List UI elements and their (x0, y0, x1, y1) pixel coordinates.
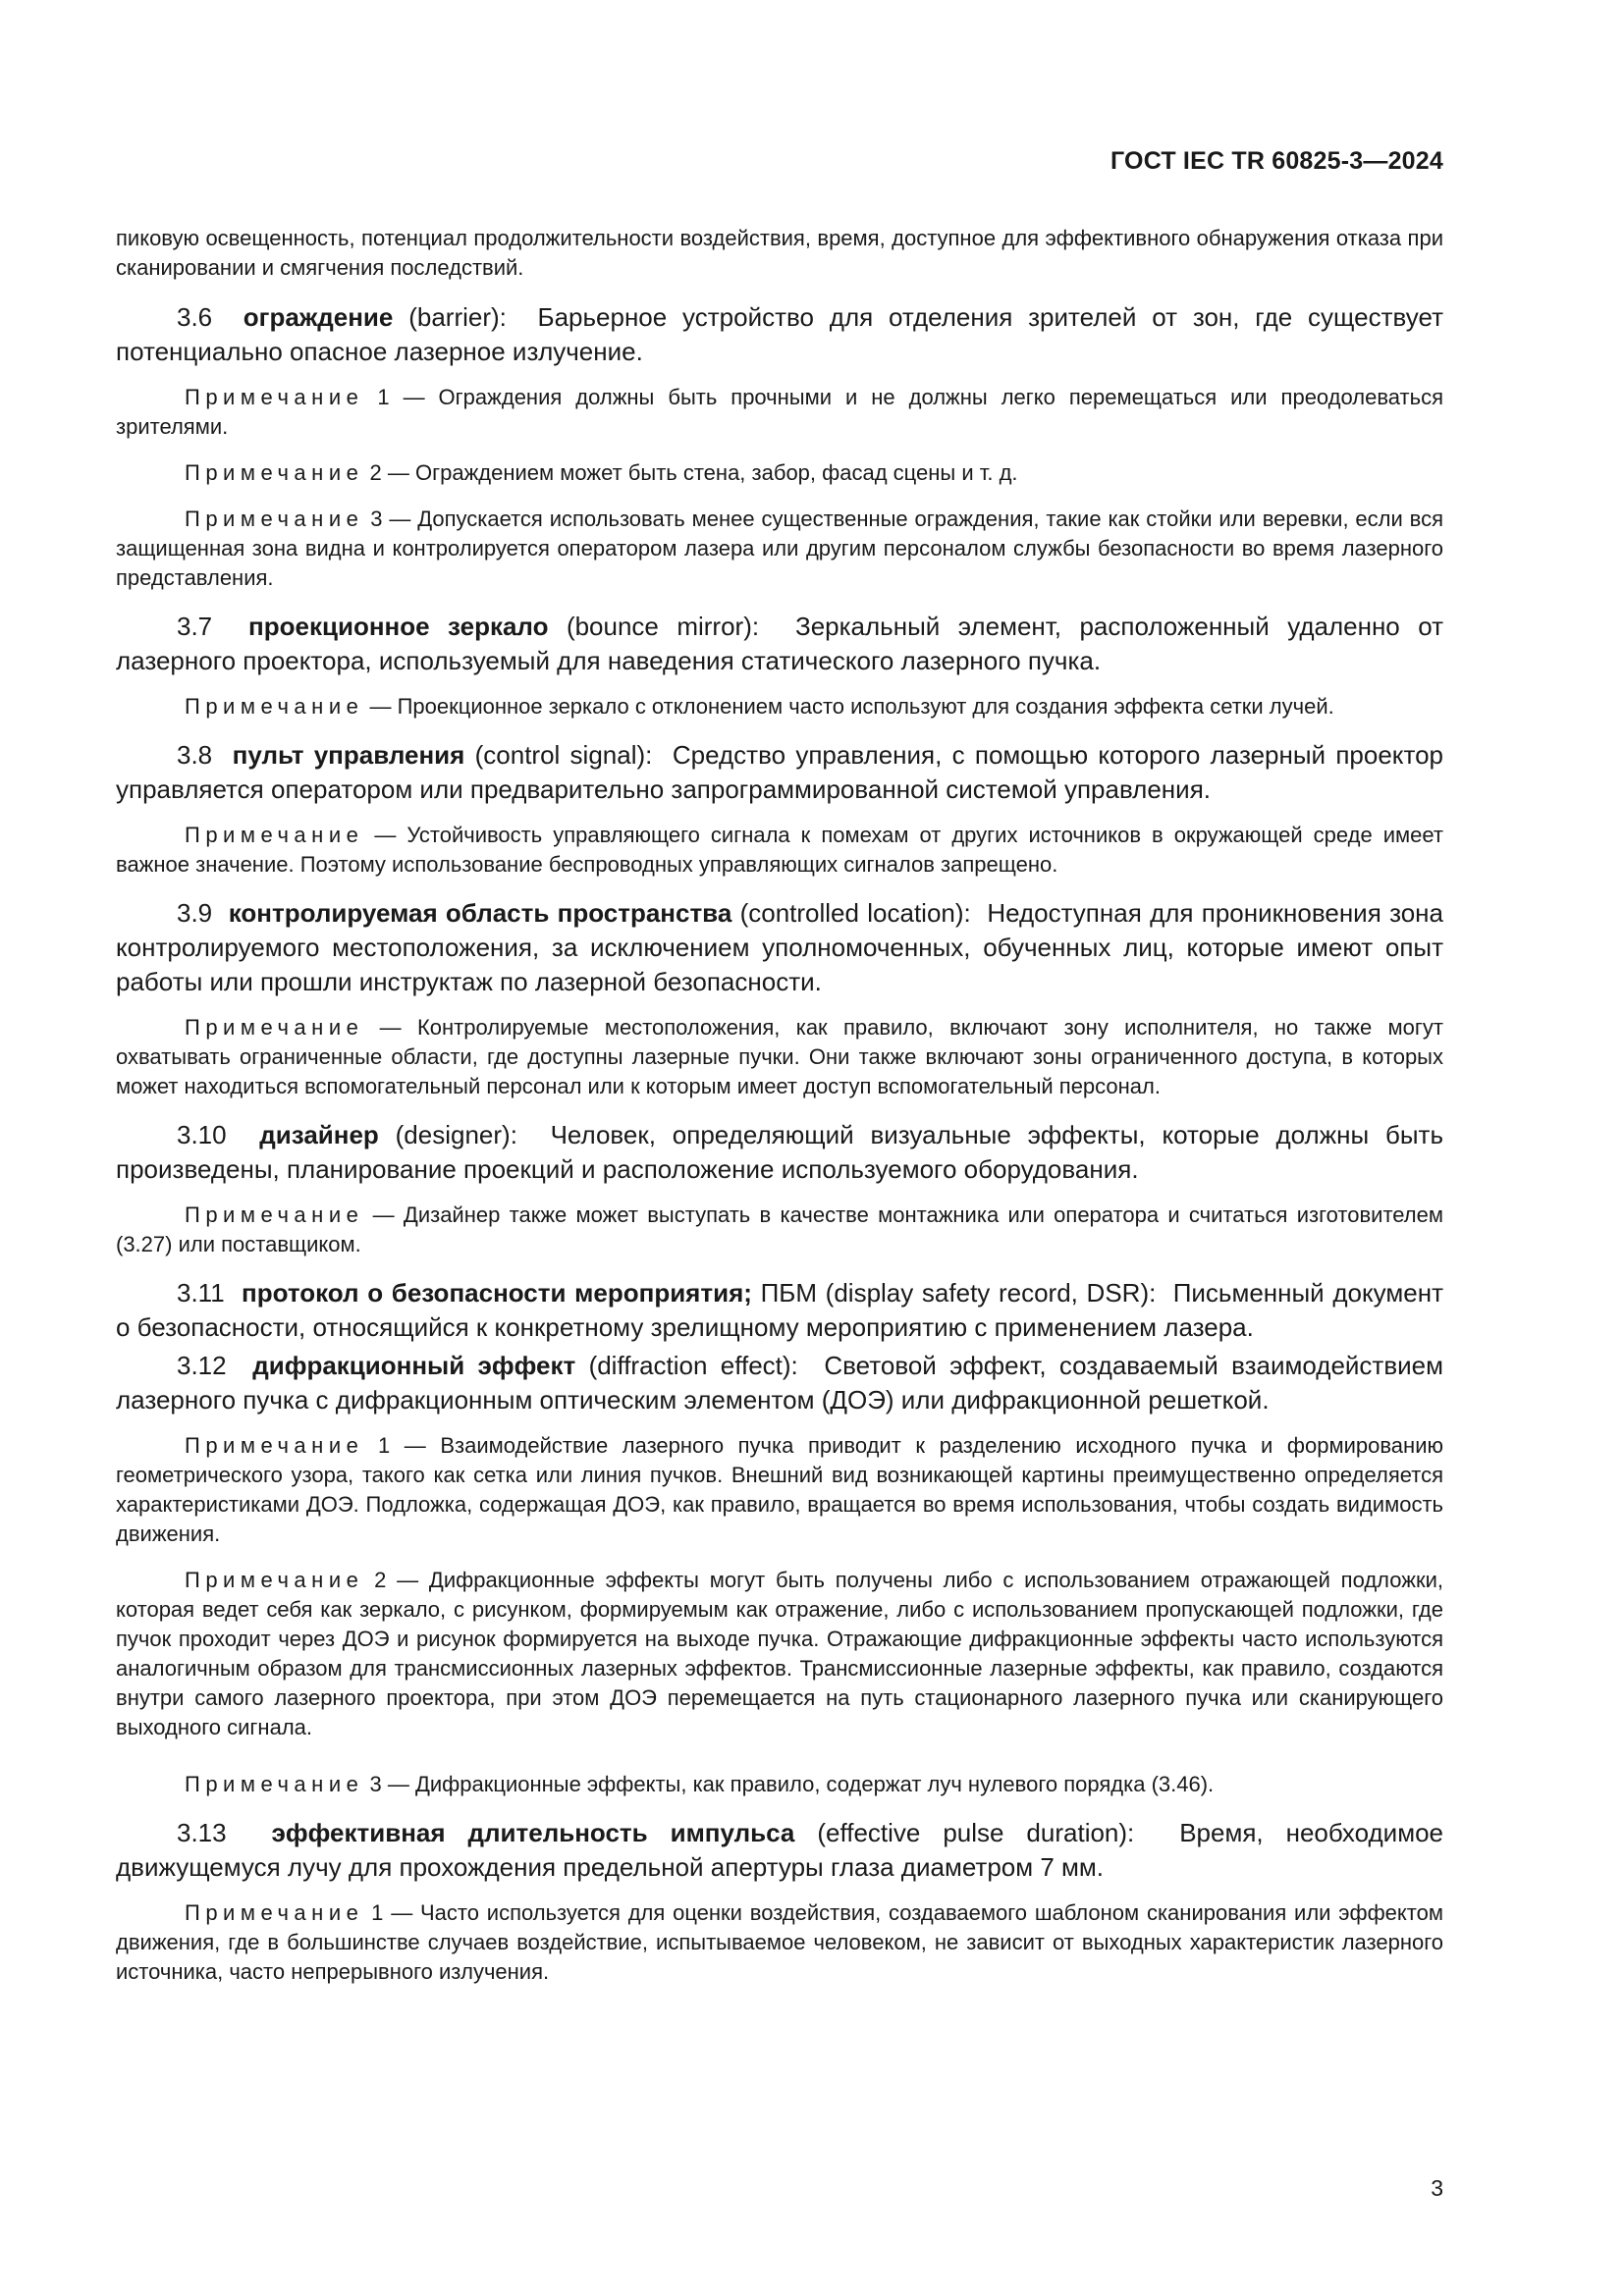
note-text: — Дифракционные эффекты могут быть получены либо с использованием отражающей подложки, которая ведет себя как зеркало, с рисунком, формируемым как отражение, либо с использованием пропускающей подложки, где пучок проходит через ДОЭ и рисунок формируется на выходе пучка. Отражающие дифракционные эффекты часто используются аналогичным образом для трансмиссионных лазерных эффектов. Трансмиссионные лазерные эффекты, как правило, создаются внутри самого лазерного проектора, при этом ДОЭ перемещается на путь стационарного лазерного пучка или сканирующего выходного сигнала. (116, 1568, 1443, 1739)
note-3-12-3 (116, 1770, 1443, 1799)
term-definition: Средство управления, с помощью которого лазерный проектор управляется оператором или предварительно запрограммированной системой управления. (116, 740, 1443, 804)
note-text: — Ограждением может быть стена, забор, фасад сцены и т. д. (387, 460, 1018, 485)
term-definition: Человек, определяющий визуальные эффекты, которые должны быть произведены, планирование проекций и расположение используемого оборудования. (116, 1120, 1444, 1184)
note-3-12-2 (116, 1566, 1443, 1742)
note-label: Примечание (185, 694, 364, 719)
note-3-13-1 (116, 1898, 1443, 1987)
term-number: 3.8 (177, 740, 213, 770)
term-3-6 (116, 300, 1443, 369)
term-number: 3.6 (177, 302, 213, 332)
term-english: (display safety record, DSR): (825, 1278, 1157, 1308)
note-label: Примечание (185, 1568, 364, 1592)
note-text: — Устойчивость управляющего сигнала к помехам от других источников в окружающей среде имеет важное значение. Поэтому использование беспроводных управляющих сигналов запрещено. (116, 823, 1443, 877)
lead-paragraph: пиковую освещенность, потенциал продолжительности воздействия, время, доступное для эффективного обнаружения отказа при сканировании и смягчения последствий. (116, 226, 1443, 280)
note-number: 1 (377, 1433, 391, 1458)
note-label: Примечание (185, 1202, 364, 1227)
term-english: (controlled location): (739, 898, 971, 928)
term-number: 3.13 (177, 1818, 227, 1847)
term-3-12 (116, 1349, 1443, 1417)
note-3-9 (116, 1013, 1443, 1101)
term-abbreviation: ПБМ (760, 1278, 817, 1308)
standard-header: ГОСТ IEC TR 60825-3—2024 (1110, 147, 1443, 175)
note-number: 2 (369, 460, 382, 485)
note-number: 2 (374, 1568, 387, 1592)
term-definition: Зеркальный элемент, расположенный удаленно от лазерного проектора, используемый для наведения статического лазерного пучка. (116, 612, 1444, 675)
term-definition: Световой эффект, создаваемый взаимодействием лазерного пучка с дифракционным оптическим элементом (ДОЭ) или дифракционной решеткой. (116, 1351, 1444, 1415)
term-english: (barrier): (408, 302, 507, 332)
note-text: — Взаимодействие лазерного пучка приводит к разделению исходного пучка и формированию геометрического узора, такого как сетка или линия пучков. Внешний вид возникающей картины преимущественно определяется характеристиками ДОЭ. Подложка, содержащая ДОЭ, как правило, вращается во время использования, чтобы создать видимость движения. (116, 1433, 1443, 1546)
term-definition: Недоступная для проникновения зона контролируемого местоположения, за исключением уполномоченных, обученных лиц, которые имеют опыт работы или прошли инструктаж по лазерной безопасности. (116, 898, 1443, 996)
term-number: 3.7 (177, 612, 213, 641)
note-text: — Дизайнер также может выступать в качестве монтажника или оператора и считаться изготовителем (3.27) или поставщиком. (116, 1202, 1443, 1256)
note-3-8 (116, 821, 1443, 880)
note-label: Примечание (185, 1433, 364, 1458)
note-text: — Ограждения должны быть прочными и не должны легко перемещаться или преодолеваться зрителями. (116, 385, 1443, 439)
term-english: (diffraction effect): (588, 1351, 798, 1380)
note-label: Примечание (185, 507, 364, 531)
note-number: 3 (369, 1772, 382, 1796)
note-text: — Дифракционные эффекты, как правило, содержат луч нулевого порядка (3.46). (387, 1772, 1215, 1796)
term-number: 3.10 (177, 1120, 227, 1149)
note-label: Примечание (185, 1015, 364, 1040)
term-name: ограждение (243, 302, 394, 332)
term-definition: Время, необходимое движущемуся лучу для прохождения предельной апертуры глаза диаметром 7 мм. (116, 1818, 1443, 1882)
document-body (116, 224, 1443, 2003)
term-3-9 (116, 896, 1443, 999)
term-number: 3.12 (177, 1351, 227, 1380)
note-text: — Часто используется для оценки воздействия, создаваемого шаблоном сканирования или эффектом движения, где в большинстве случаев воздействие, испытываемое человеком, не зависит от выходных характеристик лазерного источника, часто непрерывного излучения. (116, 1900, 1443, 1984)
term-name: эффективная длительность импульса (271, 1818, 795, 1847)
note-text: — Допускается использовать менее существенные ограждения, такие как стойки или веревки, если вся защищенная зона видна и контролируется оператором лазера или другим персоналом службы безопасности во время лазерного представления. (116, 507, 1443, 590)
term-number: 3.11 (177, 1278, 225, 1308)
note-label: Примечание (185, 460, 364, 485)
term-3-10 (116, 1118, 1443, 1187)
note-3-7 (116, 692, 1443, 721)
term-3-7 (116, 610, 1443, 678)
note-3-6-3 (116, 505, 1443, 593)
term-english: (control signal): (474, 740, 653, 770)
term-name: контролируемая область пространства (228, 898, 732, 928)
note-label: Примечание (185, 385, 364, 409)
term-3-8 (116, 738, 1443, 807)
note-label: Примечание (185, 823, 364, 847)
term-name: дизайнер (259, 1120, 379, 1149)
term-number: 3.9 (177, 898, 213, 928)
note-3-6-2 (116, 458, 1443, 488)
page-number: 3 (1431, 2175, 1443, 2201)
note-text: — Контролируемые местоположения, как правило, включают зону исполнителя, но также могут охватывать ограниченные области, где доступны лазерные пучки. Они также включают зоны ограниченного доступа, в которых может находиться вспомогательный персонал или к которым имеет доступ вспомогательный персонал. (116, 1015, 1443, 1098)
note-label: Примечание (185, 1900, 364, 1925)
term-english: (designer): (395, 1120, 517, 1149)
term-name: проекционное зеркало (248, 612, 549, 641)
note-label: Примечание (185, 1772, 364, 1796)
term-name: пульт управления (232, 740, 465, 770)
term-3-13 (116, 1816, 1443, 1885)
note-3-10 (116, 1201, 1443, 1259)
note-number: 1 (377, 385, 390, 409)
term-3-11 (116, 1276, 1443, 1345)
note-3-6-1 (116, 383, 1443, 442)
term-definition: Барьерное устройство для отделения зрителей от зон, где существует потенциально опасное лазерное излучение. (116, 302, 1443, 366)
note-number: 3 (370, 507, 383, 531)
note-text: — Проекционное зеркало с отклонением часто используют для создания эффекта сетки лучей. (369, 694, 1334, 719)
note-number: 1 (371, 1900, 384, 1925)
note-3-12-1 (116, 1431, 1443, 1549)
term-name: дифракционный эффект (252, 1351, 576, 1380)
term-english: (effective pulse duration): (817, 1818, 1135, 1847)
term-english: (bounce mirror): (566, 612, 760, 641)
term-definition: Письменный документ о безопасности, относящийся к конкретному зрелищному мероприятию с применением лазера. (116, 1278, 1443, 1342)
term-name: протокол о безопасности мероприятия; (242, 1278, 752, 1308)
